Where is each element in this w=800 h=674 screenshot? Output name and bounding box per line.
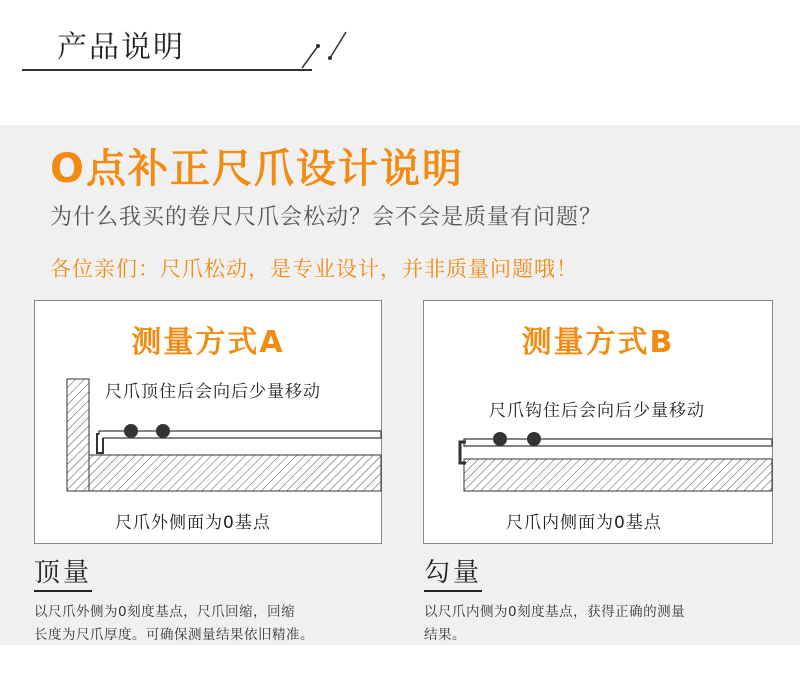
- method-a-title: 测量方式A: [131, 325, 285, 360]
- method-a-note: 尺爪顶住后会向后少量移动: [105, 382, 321, 402]
- hook-measure-desc-line: 结果。: [424, 627, 466, 643]
- method-b-base: 尺爪内侧面为0基点: [506, 513, 662, 533]
- hook-measure-desc-line: 以尺爪内侧为0刻度基点，获得正确的测量: [424, 604, 686, 620]
- push-measure-desc-line: 以尺爪外侧为0刻度基点，尺爪回缩，回缩: [34, 604, 296, 620]
- main-title: O点补正尺爪设计说明: [50, 146, 465, 192]
- method-b-title: 测量方式B: [521, 325, 675, 360]
- header: [0, 0, 800, 100]
- method-a-card: [34, 300, 382, 544]
- question-text: 为什么我买的卷尺尺爪会松动？会不会是质量有问题？: [50, 205, 603, 230]
- header-underline: [22, 69, 312, 71]
- answer-text: 各位亲们：尺爪松动，是专业设计，并非质量问题哦！: [50, 257, 578, 281]
- hook-measure-description: [424, 601, 769, 647]
- push-measure-desc-line: 长度为尺爪厚度。可确保测量结果依旧精准。: [34, 627, 314, 643]
- method-b-note: 尺爪钩住后会向后少量移动: [489, 401, 705, 421]
- method-a-base: 尺爪外侧面为0基点: [115, 513, 271, 533]
- push-measure-heading: 顶量: [34, 552, 92, 592]
- slash-decoration-icon: [300, 28, 360, 78]
- push-measure-description: [34, 601, 394, 647]
- hook-measure-heading: 勾量: [424, 552, 482, 592]
- method-b-card: [423, 300, 773, 544]
- page-title: 产品说明: [57, 30, 185, 65]
